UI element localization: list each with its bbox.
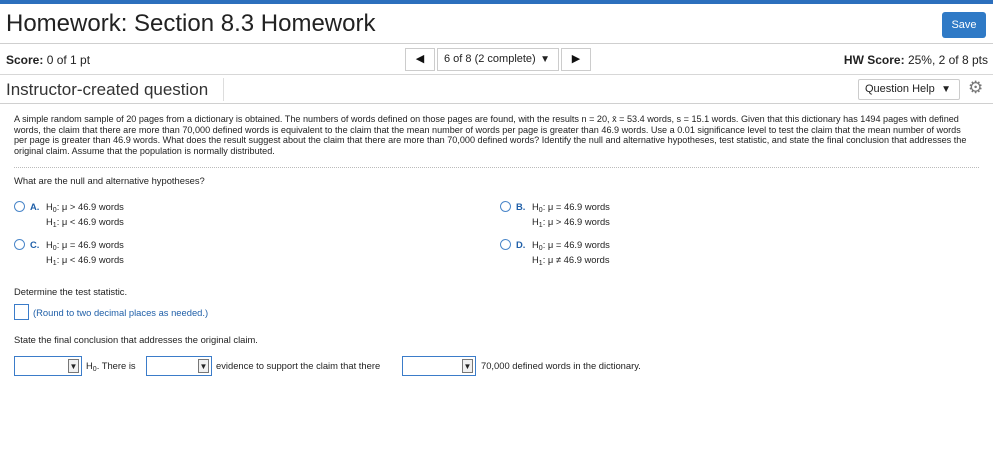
question-progress: 6 of 8 (2 complete)	[444, 53, 536, 65]
conclusion-text-evidence: evidence to support the claim that there	[216, 360, 381, 371]
header-divider	[223, 78, 224, 101]
h0-subscript: 0	[92, 366, 97, 373]
hypotheses-question: What are the null and alternative hypotheses?	[14, 175, 205, 186]
alternative-hypothesis: μ < 46.9 words	[61, 216, 124, 227]
alternative-hypothesis: μ > 46.9 words	[547, 216, 610, 227]
question-type-title: Instructor-created question	[6, 80, 209, 99]
problem-statement: A simple random sample of 20 pages from a dictionary is obtained. The numbers of words defined on those pages are found, with the results n = 20, x̄ = 53.4 words, s = 15.1 words. Given that this dictionary has 1494 pages with defined words, the claim that there are more than 70,000 defined words is equivalent to the claim that the mean number of words per page is greater than 46.9 words. Use a 0.01 significance level to test the claim that the mean number of words per page is greater than 46.9 words. What does the result suggest about the claim that there are more than 70,000 defined words? Identify the null and alternative hypotheses, test statistic, and state the final conclusion that addresses the original claim. Assume that the population is normally distributed.	[14, 114, 967, 156]
previous-question-button[interactable]: ◀	[405, 48, 435, 71]
hw-score-value: 25%, 2 of 8 pts	[907, 53, 988, 67]
next-question-button[interactable]: ▶	[561, 48, 591, 71]
choice-label: A.	[30, 201, 40, 212]
null-hypothesis: μ > 46.9 words	[61, 201, 124, 212]
divider	[14, 167, 979, 168]
conclusion-text-h0	[86, 360, 136, 373]
conclusion-question: State the final conclusion that addresses the original claim.	[14, 334, 258, 345]
choice-hypotheses: $H_0$: μ > 46.9 words $H_1$: μ < 46.9 words	[46, 201, 124, 229]
hw-score-label: HW Score:	[843, 53, 905, 67]
alternative-hypothesis: μ ≠ 46.9 words	[547, 254, 610, 265]
choice-hypotheses: $H_0$: μ = 46.9 words $H_1$: μ > 46.9 words	[532, 201, 610, 229]
choice-hypotheses: $H_0$: μ = 46.9 words $H_1$: μ < 46.9 words	[46, 239, 124, 267]
score-value: 0 of 1 pt	[46, 53, 91, 67]
choice-label: B.	[516, 201, 526, 212]
reject-decision-dropdown[interactable]	[14, 356, 82, 376]
choice-hypotheses: $H_0$: μ = 46.9 words $H_1$: μ ≠ 46.9 words	[532, 239, 610, 267]
radio-button[interactable]	[14, 201, 25, 212]
test-statistic-question: Determine the test statistic.	[14, 286, 128, 297]
comparison-dropdown[interactable]	[402, 356, 476, 376]
score-bar	[0, 44, 993, 75]
chevron-down-icon: ▼	[540, 54, 550, 65]
chevron-down-icon: ▼	[462, 359, 473, 373]
gear-icon[interactable]: ⚙	[968, 78, 984, 97]
there-is-text: . There is	[96, 360, 136, 371]
null-hypothesis: μ = 46.9 words	[547, 201, 610, 212]
chevron-down-icon: ▼	[68, 359, 79, 373]
null-hypothesis: μ = 46.9 words	[547, 239, 610, 250]
chevron-down-icon: ▼	[198, 359, 209, 373]
rounding-note: (Round to two decimal places as needed.)	[33, 307, 209, 318]
title-bar	[0, 4, 993, 44]
choice-label: C.	[30, 239, 40, 250]
chevron-down-icon: ▼	[941, 84, 951, 95]
null-hypothesis: μ = 46.9 words	[61, 239, 124, 250]
question-header	[0, 75, 993, 104]
alternative-hypothesis: μ < 46.9 words	[61, 254, 124, 265]
radio-button[interactable]	[500, 201, 511, 212]
choice-label: D.	[516, 239, 526, 250]
hw-score	[844, 53, 988, 67]
question-help-label: Question Help	[865, 83, 935, 95]
save-button[interactable]: Save	[942, 12, 986, 38]
page-title: Homework: Section 8.3 Homework	[6, 10, 376, 37]
question-select[interactable]	[437, 48, 559, 71]
radio-button[interactable]	[14, 239, 25, 250]
score	[6, 53, 90, 67]
evidence-dropdown[interactable]	[146, 356, 212, 376]
h0-symbol: H	[86, 360, 93, 371]
conclusion-text-tail: 70,000 defined words in the dictionary.	[481, 360, 641, 371]
test-statistic-input[interactable]	[14, 304, 29, 320]
radio-button[interactable]	[500, 239, 511, 250]
question-help-button[interactable]	[858, 79, 960, 100]
score-label: Score:	[6, 53, 44, 67]
